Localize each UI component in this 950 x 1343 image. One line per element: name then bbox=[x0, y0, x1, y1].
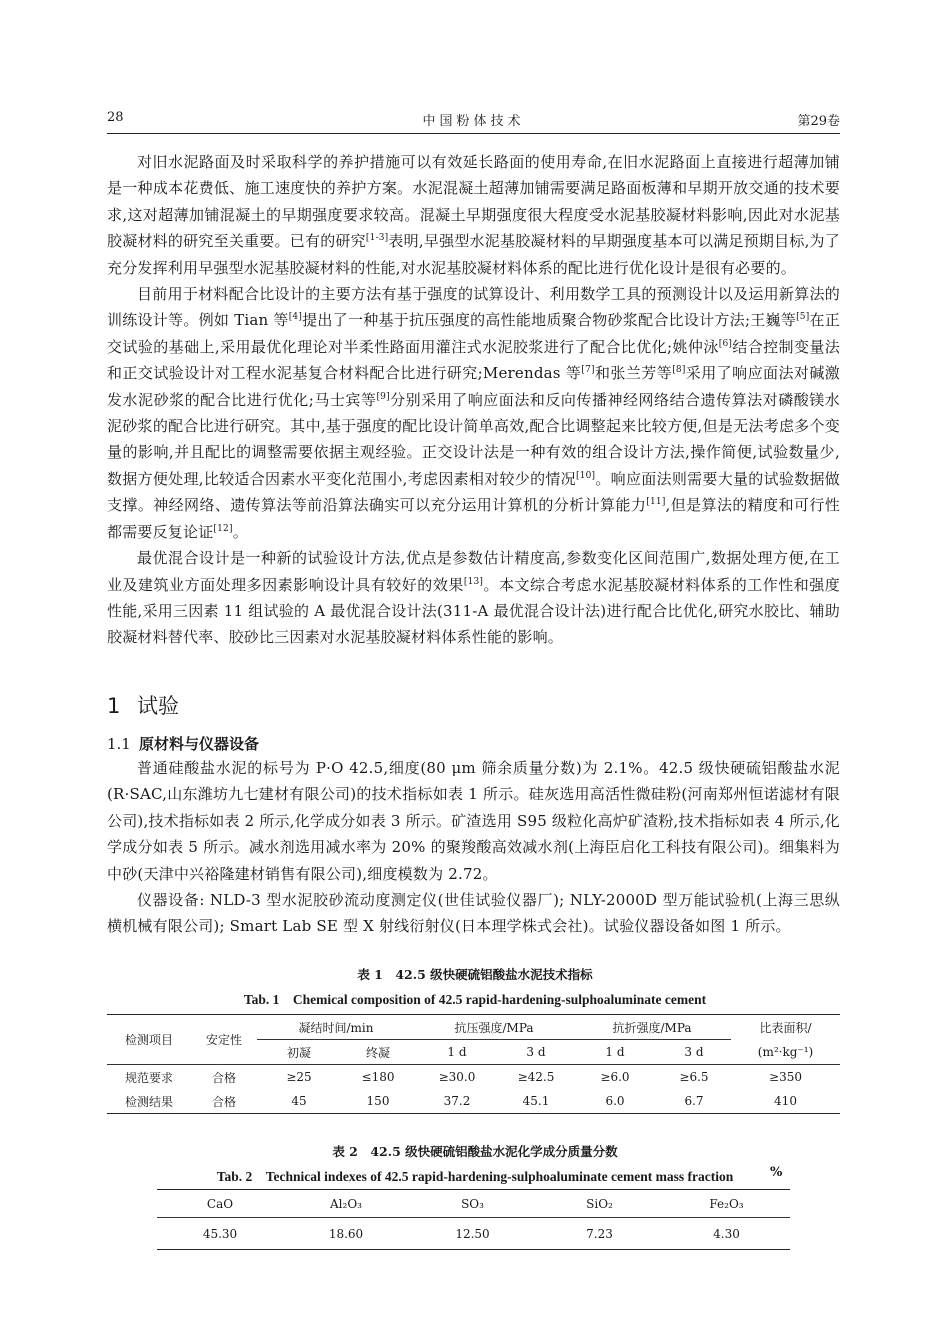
citation[interactable]: [8] bbox=[672, 365, 686, 376]
table1-header-initial: 初凝 bbox=[286, 1045, 311, 1060]
table-cell: 合格 bbox=[211, 1094, 236, 1109]
table1-header-final: 终凝 bbox=[365, 1045, 390, 1060]
table2-unit: % bbox=[770, 1165, 783, 1180]
table-cell: ≤180 bbox=[361, 1070, 395, 1084]
table-cell: 45 bbox=[291, 1094, 307, 1108]
table2-header-al2o3: Al₂O₃ bbox=[330, 1196, 362, 1211]
table1-header-compressive-1d: 1 d bbox=[447, 1045, 467, 1059]
table-cell: 检测结果 bbox=[124, 1094, 173, 1109]
table1-caption-cn: 表 1 42.5 级快硬硫铝酸盐水泥技术指标 bbox=[357, 967, 593, 982]
section-title: 试验 bbox=[137, 694, 179, 718]
table-cell: 150 bbox=[366, 1094, 390, 1108]
citation[interactable]: [7] bbox=[581, 365, 595, 376]
citation[interactable]: [13] bbox=[463, 576, 484, 587]
intro-paragraph-2: 目前用于材料配合比设计的主要方法有基于强度的试算设计、利用数学工具的预测设计以及运用新算法的训练设计等。例如 Tian 等[4]提出了一种基于抗压强度的高性能地质聚合物砂浆配合比设计方法;王巍等[5]在正交试验的基础上,采用最优化理论对半柔性路面用灌注式水泥胶浆进行了配合比优化;姚仲泳[6]结合控制变量法和正交试验设计对工程水泥基复合材料配合比进行研究;Merendas 等[7]和张兰芳等[8]采用了响应面法对碱激发水泥砂浆的配合比进行优化;马士宾等[9]分别采用了响应面法和反向传播神经网络结合遗传算法对磷酸镁水泥砂浆的配合比进行研究。其中,基于强度的配比设计简单高效,配合比调整起来比较方便,但是无法考虑多个变量的影响,并且配比的调整需要依据主观经验。正交设计法是一种有效的组合设计方法,操作简便,试验数量少,数据方便处理,比较适合因素水平变化范围小,考虑因素相对较少的情况[10]。响应面法则需要大量的试验数据做支撑。神经网络、遗传算法等前沿算法确实可以充分运用计算机的分析计算能力[11],但是算法的精度和可行性都需要反复论证[12]。 bbox=[107, 285, 840, 541]
table-cell: 410 bbox=[774, 1094, 797, 1108]
header-rule bbox=[107, 133, 840, 134]
citation[interactable]: [6] bbox=[718, 338, 733, 349]
intro-paragraph-3: 最优混合设计是一种新的试验设计方法,优点是参数估计精度高,参数变化区间范围广,数据处理方便,在工业及建筑业方面处理多因素影响设计具有较好的效果[13]。本文综合考虑水泥基胶凝材料体系的工作性和强度性能,采用三因素 11 组试验的 A 最优混合设计法(311-A 最优混合设计法)进行配合比优化,研究水胶比、辅助胶凝材料替代率、胶砂比三因素对水泥基胶凝材料体系性能的影响。 bbox=[107, 549, 840, 647]
section-number: 1 bbox=[107, 694, 121, 718]
subsection-number: 1.1 bbox=[107, 735, 131, 753]
table-cell: 37.2 bbox=[443, 1094, 471, 1108]
table2-header-so3: SO₃ bbox=[461, 1196, 484, 1211]
citation[interactable]: [10] bbox=[575, 470, 596, 481]
table-cell: 12.50 bbox=[455, 1226, 490, 1241]
table2-caption-en: Tab. 2 Technical indexes of 42.5 rapid-hardening-sulphoaluminate cement mass fraction bbox=[216, 1169, 734, 1184]
subsection-heading bbox=[107, 733, 259, 754]
table1 bbox=[107, 1014, 840, 1114]
table-cell: 18.60 bbox=[328, 1226, 364, 1241]
citation[interactable]: [9] bbox=[376, 391, 390, 402]
materials-body bbox=[107, 755, 840, 940]
table-cell: 6.7 bbox=[684, 1094, 704, 1108]
table2 bbox=[157, 1189, 790, 1250]
table2-header-fe2o3: Fe₂O₃ bbox=[709, 1196, 744, 1211]
table-cell: 7.23 bbox=[586, 1226, 613, 1241]
page-number: 28 bbox=[107, 110, 124, 125]
table-cell: 6.0 bbox=[605, 1094, 625, 1108]
running-header bbox=[107, 110, 840, 134]
table2-header-cao: CaO bbox=[206, 1196, 234, 1211]
intro-body bbox=[107, 149, 840, 651]
table-cell: ≥25 bbox=[286, 1070, 312, 1084]
journal-title: 中国粉体技术 bbox=[422, 114, 525, 129]
table1-header-compressive-3d: 3 d bbox=[526, 1045, 546, 1059]
materials-paragraph-1: 普通硅酸盐水泥的标号为 P·O 42.5,细度(80 μm 筛余质量分数)为 2.1%。42.5 级快硬硫铝酸盐水泥(R·SAC,山东潍坊九七建材有限公司)的技术指标如表 1 所示。硅灰选用高活性微硅粉(河南郑州恒诺滤材有限公司),技术指标如表 2 所示,化学成分如表 3 所示。矿渣选用 S95 级粒化高炉矿渣粉,技术指标如表 4 所示,化学成分如表 5 所示。减水剂选用减水率为 20% 的聚羧酸高效减水剂(上海臣启化工科技有限公司)。细集料为中砂(天津中兴裕隆建材销售有限公司),细度模数为 2.72。 bbox=[107, 759, 840, 883]
table1-header-stability: 安定性 bbox=[191, 1015, 257, 1065]
citation[interactable]: [4] bbox=[288, 312, 303, 323]
table-row bbox=[107, 1089, 840, 1114]
table1-header-compressive: 抗压强度/MPa bbox=[415, 1015, 573, 1040]
table1-header-flexural-1d: 1 d bbox=[605, 1045, 625, 1059]
citation[interactable]: [12] bbox=[213, 523, 233, 534]
table-cell: 合格 bbox=[211, 1070, 236, 1085]
table1-header-setting: 凝结时间/min bbox=[257, 1015, 415, 1040]
table-cell: ≥30.0 bbox=[438, 1070, 476, 1084]
subsection-title: 原材料与仪器设备 bbox=[139, 735, 260, 753]
table-cell: 规范要求 bbox=[124, 1070, 173, 1085]
intro-paragraph-1: 对旧水泥路面及时采取科学的养护措施可以有效延长路面的使用寿命,在旧水泥路面上直接进行超薄加铺是一种成本花费低、施工速度快的养护方案。水泥混凝土超薄加铺需要满足路面板薄和早期开放交通的技术要求,这对超薄加铺混凝土的早期强度要求较高。混凝土早期强度很大程度受水泥基胶凝材料影响,因此对水泥基胶凝材料的研究至关重要。已有的研究[1-3]表明,早强型水泥基胶凝材料的早期强度基本可以满足预期目标,为了充分发挥利用早强型水泥基胶凝材料的性能,对水泥基胶凝材料体系的配比进行优化设计是很有必要的。 bbox=[107, 153, 840, 277]
table1-header-surface: 比表面积/ bbox=[759, 1020, 812, 1035]
materials-paragraph-2: 仪器设备: NLD-3 型水泥胶砂流动度测定仪(世佳试验仪器厂); NLY-2000D 型万能试验机(上海三思纵横机械有限公司); Smart Lab SE 型 X 射线衍射仪(日本理学株式会社)。试验仪器设备如图 1 所示。 bbox=[107, 891, 840, 936]
table2-header-sio2: SiO₂ bbox=[586, 1196, 613, 1211]
table1-header-item: 检测项目 bbox=[107, 1015, 191, 1065]
table2-caption-cn: 表 2 42.5 级快硬硫铝酸盐水泥化学成分质量分数 bbox=[332, 1144, 618, 1159]
citation[interactable]: [11] bbox=[646, 497, 666, 508]
section-heading bbox=[107, 690, 179, 720]
table-cell: 45.1 bbox=[522, 1094, 550, 1108]
citation[interactable]: [1-3] bbox=[365, 233, 389, 244]
table-cell: ≥6.5 bbox=[679, 1070, 709, 1084]
table1-caption-en: Tab. 1 Chemical composition of 42.5 rapid-hardening-sulphoaluminate cement bbox=[243, 992, 707, 1007]
table-cell: 4.30 bbox=[713, 1226, 740, 1241]
citation[interactable]: [5] bbox=[796, 312, 810, 323]
table-cell: ≥350 bbox=[769, 1070, 802, 1084]
table1-header-flexural-3d: 3 d bbox=[684, 1045, 704, 1059]
table1-header-surface-unit: (m²·kg⁻¹) bbox=[757, 1044, 814, 1059]
table-row bbox=[107, 1065, 840, 1090]
table1-header-flexural: 抗折强度/MPa bbox=[573, 1015, 731, 1040]
volume-label: 第29卷 bbox=[797, 114, 840, 129]
table-cell: 45.30 bbox=[202, 1226, 238, 1241]
table-cell: ≥6.0 bbox=[600, 1070, 630, 1084]
table-cell: ≥42.5 bbox=[517, 1070, 555, 1084]
table-row bbox=[157, 1218, 790, 1250]
